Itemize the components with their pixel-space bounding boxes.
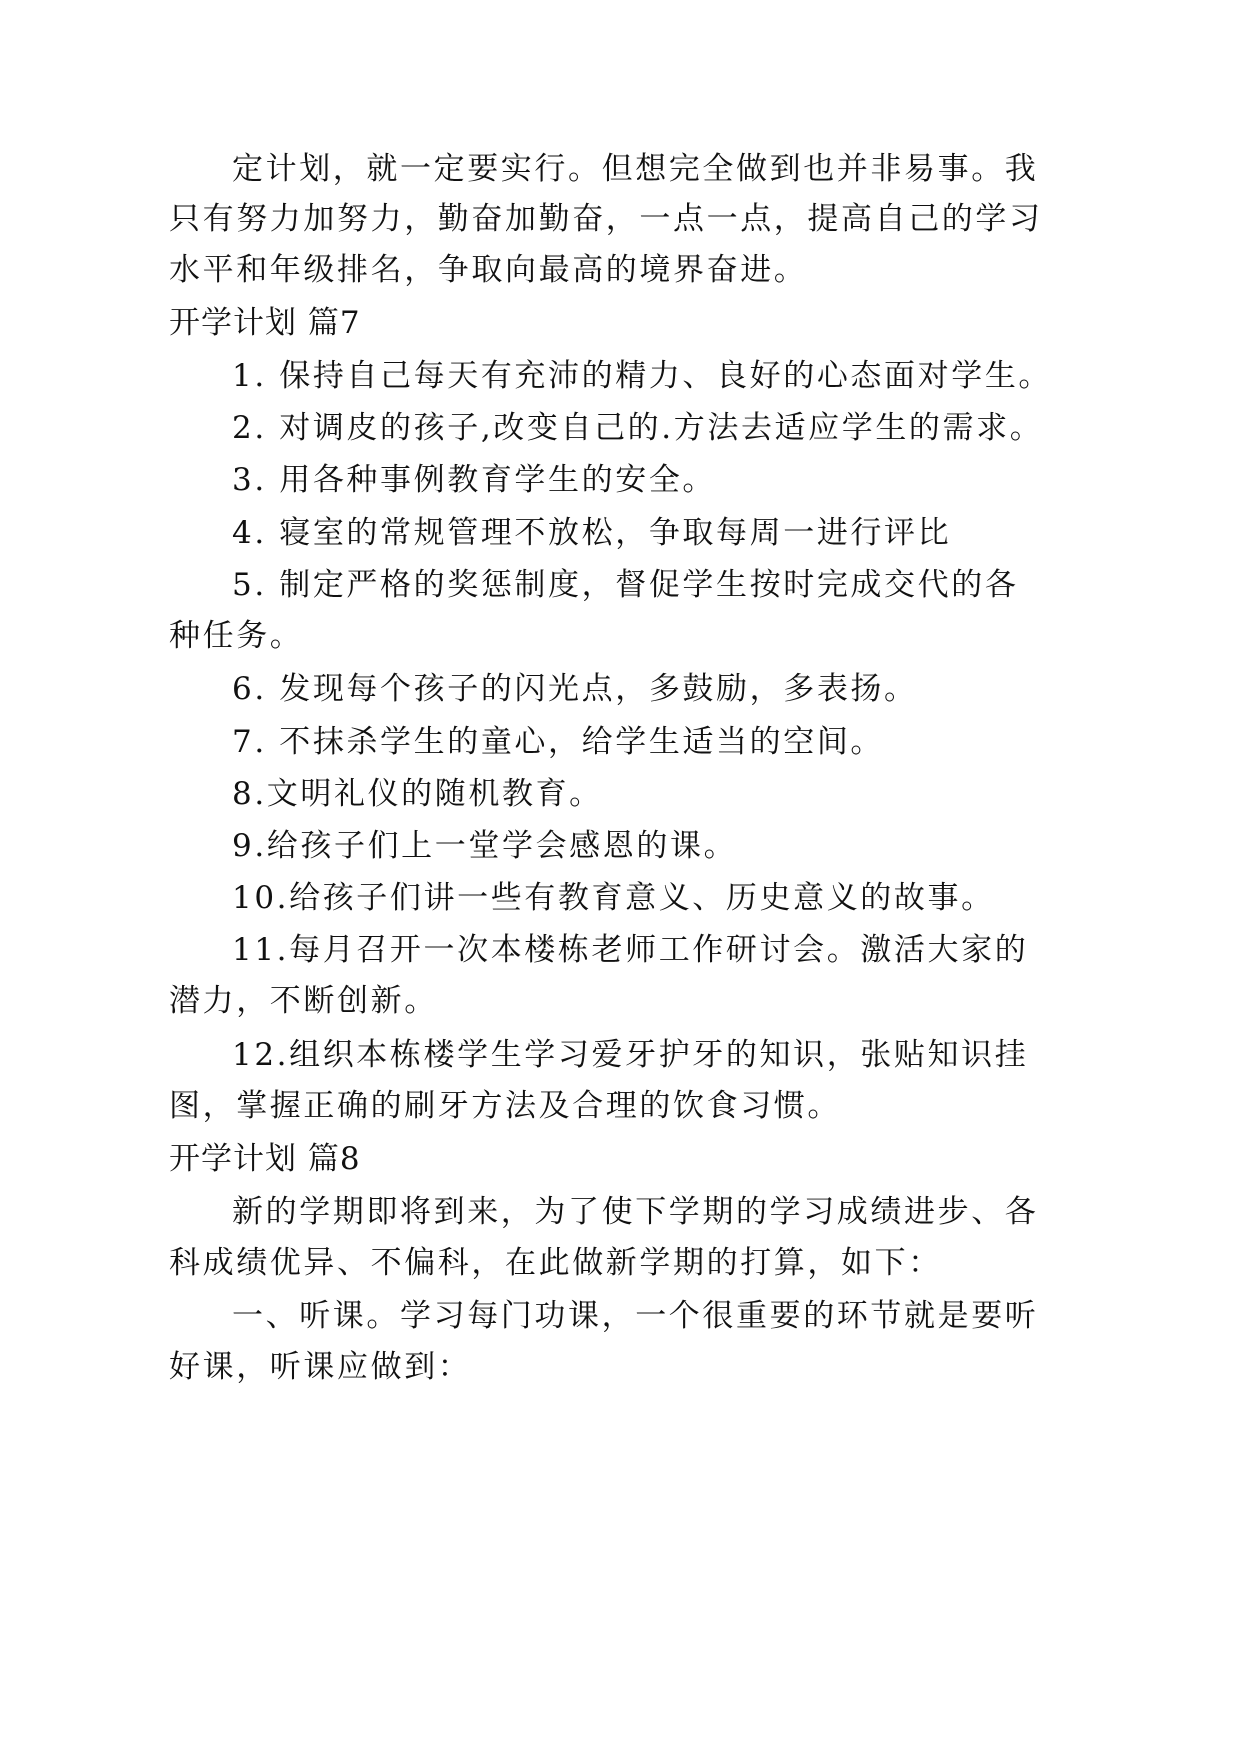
section-heading: 开学计划 篇8 xyxy=(169,1141,361,1177)
paragraph-line: 定计划，就一定要实行。但想完全做到也并非易事。我 xyxy=(232,151,1039,187)
list-item: 7. 不抹杀学生的童心，给学生适当的空间。 xyxy=(232,724,885,760)
paragraph-line: 水平和年级排名，争取向最高的境界奋进。 xyxy=(169,252,808,288)
list-item: 8.文明礼仪的随机教育。 xyxy=(232,776,603,812)
list-item: 6. 发现每个孩子的闪光点，多鼓励，多表扬。 xyxy=(232,671,918,707)
list-item: 10.给孩子们讲一些有教育意义、历史意义的故事。 xyxy=(232,880,995,916)
paragraph-line: 一、听课。学习每门功课，一个很重要的环节就是要听 xyxy=(232,1298,1039,1334)
list-item: 种任务。 xyxy=(169,618,304,654)
list-item: 5. 制定严格的奖惩制度，督促学生按时完成交代的各 xyxy=(232,567,1019,603)
list-item: 3. 用各种事例教育学生的安全。 xyxy=(232,462,717,498)
list-item: 11.每月召开一次本楼栋老师工作研讨会。激活大家的 xyxy=(232,932,1029,968)
paragraph-line: 只有努力加努力，勤奋加勤奋，一点一点，提高自己的学习 xyxy=(169,201,1043,237)
paragraph-line: 好课，听课应做到： xyxy=(169,1349,472,1385)
list-item: 9.给孩子们上一堂学会感恩的课。 xyxy=(232,828,738,864)
paragraph-line: 新的学期即将到来，为了使下学期的学习成绩进步、各 xyxy=(232,1194,1039,1230)
section-heading: 开学计划 篇7 xyxy=(169,305,361,341)
list-item: 12.组织本栋楼学生学习爱牙护牙的知识，张贴知识挂 xyxy=(232,1037,1029,1073)
list-item: 2. 对调皮的孩子,改变自己的.方法去适应学生的需求。 xyxy=(232,410,1044,446)
list-item: 4. 寝室的常规管理不放松，争取每周一进行评比 xyxy=(232,515,952,551)
list-item: 图，掌握正确的刷牙方法及合理的饮食习惯。 xyxy=(169,1088,841,1124)
list-item: 1. 保持自己每天有充沛的精力、良好的心态面对学生。 xyxy=(232,358,1053,394)
list-item: 潜力，不断创新。 xyxy=(169,983,438,1019)
paragraph-line: 科成绩优异、不偏科，在此做新学期的打算，如下： xyxy=(169,1245,942,1281)
